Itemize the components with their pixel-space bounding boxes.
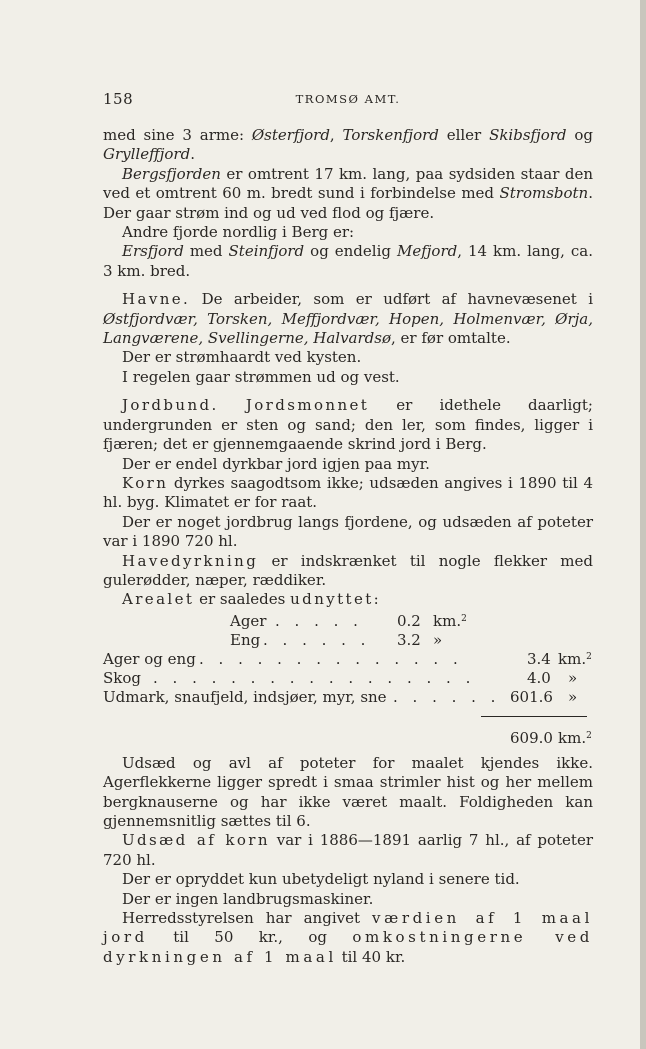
table-row	[103, 612, 593, 631]
row-unit: km.$^2$	[433, 611, 467, 630]
section-heading: Havne.	[122, 290, 191, 309]
section-havne: Havne. De arbeider, som er udført af havnevæsenet i Østfjordvær, Torsken, Meffjordvær, Hopen, Holmenvær, Ørja, Langværene, Svellingerne, Halvardsø, er før omtalte.	[103, 290, 593, 348]
row-label: Ager	[230, 611, 267, 630]
paragraph: Der er strømhaardt ved kysten.	[122, 348, 362, 367]
paragraph: med sine 3 arme: Østerfjord, Torskenfjord eller Skibsfjord og Grylleffjord.	[103, 126, 593, 164]
leader-dots: . . . . . .	[263, 630, 371, 649]
paragraph: Korn dyrkes saagodtsom ikke; udsæden angives i 1890 til 4 hl. byg. Klimatet er for raat.	[103, 473, 593, 512]
paragraph: Der er opryddet kun ubetydeligt nyland i senere tid.	[122, 870, 520, 889]
total-unit: km.$^2$	[558, 728, 592, 747]
table-row	[103, 669, 593, 688]
paragraph: Ersfjord med Steinfjord og endelig Mefjord, 14 km. lang, ca. 3 km. bred.	[103, 242, 593, 280]
table-row	[103, 631, 593, 650]
leader-dots: . . . . . . . . . . . . . . . . .	[153, 668, 476, 687]
running-title: TROMSØ AMT.	[295, 92, 401, 106]
page-body	[103, 126, 593, 967]
row-unit: km.$^2$	[558, 649, 592, 668]
row-label: Udmark, snaufjeld, indsjøer, myr, sne	[103, 687, 387, 706]
total-value: 609.0	[510, 728, 553, 747]
row-value: 601.6	[510, 687, 553, 706]
paragraph: Herredsstyrelsen har angivet værdien af 1 maal jord til 50 kr., og omkostningerne ved dyrkningen af 1 maal til 40 kr.	[103, 909, 593, 966]
row-unit: »	[568, 668, 578, 687]
paragraph: Bergsfjorden er omtrent 17 km. lang, paa sydsiden staar den ved et omtrent 60 m. bredt sund i forbindelse med Stromsbotn. Der gaar strøm ind og ud ved flod og fjære.	[103, 164, 593, 222]
row-unit: »	[433, 630, 443, 649]
section-heading: Jordbund.	[122, 396, 219, 415]
row-label: Eng	[230, 630, 261, 649]
page-edge-shadow	[640, 0, 646, 1049]
paragraph: Der er endel dyrkbar jord igjen paa myr.	[122, 454, 430, 473]
row-value: 4.0	[527, 668, 551, 687]
page-number: 158	[103, 90, 134, 108]
page-header	[103, 90, 593, 110]
row-label: Ager og eng	[103, 649, 196, 668]
paragraph: Andre fjorde nordlig i Berg er:	[122, 223, 355, 242]
row-label: Skog	[103, 668, 141, 687]
leader-dots: . . . . . .	[393, 687, 501, 706]
table-row	[103, 688, 593, 707]
paragraph: Der er noget jordbrug langs fjordene, og udsæden af poteter var i 1890 720 hl.	[103, 512, 593, 551]
paragraph: Udsæd og avl af poteter for maalet kjendes ikke. Agerflekkerne ligger spredt i smaa strimler hist og her mellem bergknauserne og har ikke været maalt. Foldigheden kan gjennemsnitlig sættes til 6.	[103, 753, 593, 830]
row-value: 0.2	[397, 611, 421, 630]
paragraph: Udsæd af korn var i 1886—1891 aarlig 7 hl., af poteter 720 hl.	[103, 831, 593, 869]
paragraph: Havedyrkning er indskrænket til nogle flekker med gulerødder, næper, ræddiker.	[103, 551, 593, 589]
paragraph: I regelen gaar strømmen ud og vest.	[122, 367, 400, 386]
paragraph: Arealet er saaledes udnyttet:	[122, 590, 382, 609]
row-unit: »	[568, 687, 578, 706]
sum-rule	[481, 716, 587, 717]
paragraph: Der er ingen landbrugsmaskiner.	[122, 889, 374, 908]
table-row	[103, 650, 593, 669]
row-value: 3.2	[397, 630, 421, 649]
section-jordbund: Jordbund. Jordsmonnet er idethele daarligt; undergrunden er sten og sand; den ler, som findes, ligger i fjæren; det er gjennemgaaende skrind jord i Berg.	[103, 396, 593, 454]
leader-dots: . . . . . . . . . . . . . .	[199, 649, 463, 668]
table-total	[103, 710, 593, 754]
row-value: 3.4	[527, 649, 551, 668]
area-table	[103, 612, 593, 710]
leader-dots: . . . . .	[275, 611, 363, 630]
